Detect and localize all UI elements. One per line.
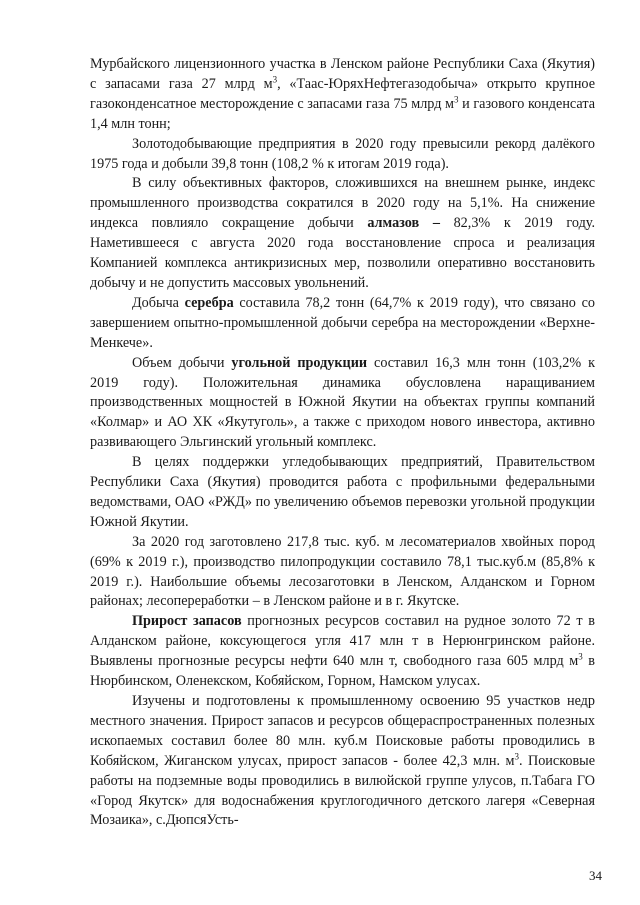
superscript: 3 [578, 651, 583, 662]
text-run: За 2020 год заготовлено 217,8 тыс. куб. м лесоматериалов хвойных пород (69% к 2019 г.), производство пилопродукции составило 78,1 тыс.куб.м (85,8% к 2019 г.). Наибольшие объемы лесозаготовки в Ленском, Алданском и Горном районах; лесопереработки – в Ленском районе и в г. Якутске. [90, 533, 595, 610]
text-run: Добыча [132, 294, 185, 311]
paragraph [90, 135, 595, 175]
paragraph [90, 692, 595, 831]
text-run: в Нюрбинском, Оленекском, Кобяйском, Горном, Намском улусах. [90, 653, 595, 690]
paragraph [90, 174, 595, 293]
text-run: В силу объективных факторов, сложившихся на внешнем рынке, индекс промышленного производства сократился в 2020 году на 5,1%. На снижение индекса повлияло сокращение добычи [90, 175, 595, 232]
text-run: Мурбайского лицензионного участка в Ленском районе Республики Саха (Якутия) с запасами газа 27 млрд м [90, 56, 595, 92]
page-number: 34 [589, 868, 602, 883]
bold-term: угольной продукции [231, 354, 368, 371]
paragraph [90, 453, 595, 533]
text-run: составил 16,3 млн тонн (103,2% к 2019 году). Положительная динамика обусловлена наращиванием производственных мощностей в Южной Якутии на объектах группы компаний «Колмар» и АО ХК «Якутуголь», а также с приходом нового инвестора, активно развивающего Эльгинский угольный комплекс. [90, 354, 596, 451]
text-run: Объем добычи [132, 354, 232, 371]
paragraph [90, 294, 595, 354]
text-run: , «Таас-ЮряхНефтегазодобыча» открыто крупное газоконденсатное месторождение с запасами газа 75 млрд м [90, 75, 595, 112]
text-run: 82,3% к 2019 году. Наметившееся с августа 2020 года восстановление спроса и реализация Компанией комплекса антикризисных мер, позволили оперативно восстановить добычу и не допустить массовых увольнений. [90, 215, 596, 291]
text-run: . Поисковые работы на подземные воды проводились в вилюйской группе улусов, п.Табага ГО «Город Якутск» для водоснабжения круглогодичного детского лагеря «Северная Мозаика», с.ДюпсяУсть- [90, 752, 595, 829]
bold-term: серебра [184, 294, 234, 311]
bold-term: Прирост запасов [132, 613, 242, 630]
text-run: Золотодобывающие предприятия в 2020 году превысили рекорд далёкого 1975 года и добыли 39,8 тонн (108,2 % к итогам 2019 года). [90, 135, 595, 172]
superscript: 3 [454, 94, 459, 105]
paragraph [90, 612, 595, 692]
bold-term: алмазов – [367, 215, 440, 232]
text-run: составила 78,2 тонн (64,7% к 2019 году), что связано со завершением опытно-промышленной добычи серебра на месторождении «Верхне-Менкече». [90, 294, 595, 351]
superscript: 3 [514, 750, 519, 761]
text-run: и газового конденсата 1,4 млн тонн; [90, 95, 595, 132]
text-run: прогнозных ресурсов составил на рудное золото 72 т в Алданском районе, коксующегося угля 417 млн т в Нерюнгринском районе. Выявлены прогнозные ресурсы нефти 640 млн т, свободного газа 605 млрд м [90, 613, 595, 670]
paragraph [90, 55, 595, 135]
superscript: 3 [272, 74, 278, 85]
text-run: Изучены и подготовлены к промышленному освоению 95 участков недр местного значения. Прирост запасов и ресурсов общераспространенных полезных ископаемых составил более 80 млн. куб.м Поисковые работы проводились в Кобяйском, Жиганском улусах, прирост запасов - более 42,3 млн. м [90, 693, 595, 769]
paragraph [90, 533, 595, 613]
document-page [90, 55, 595, 831]
text-run: В целях поддержки угледобывающих предприятий, Правительством Республики Саха (Якутия) проводится работа с профильными федеральными ведомствами, ОАО «РЖД» по увеличению объемов перевозки угольной продукции Южной Якутии. [90, 454, 595, 530]
paragraph [90, 354, 595, 454]
